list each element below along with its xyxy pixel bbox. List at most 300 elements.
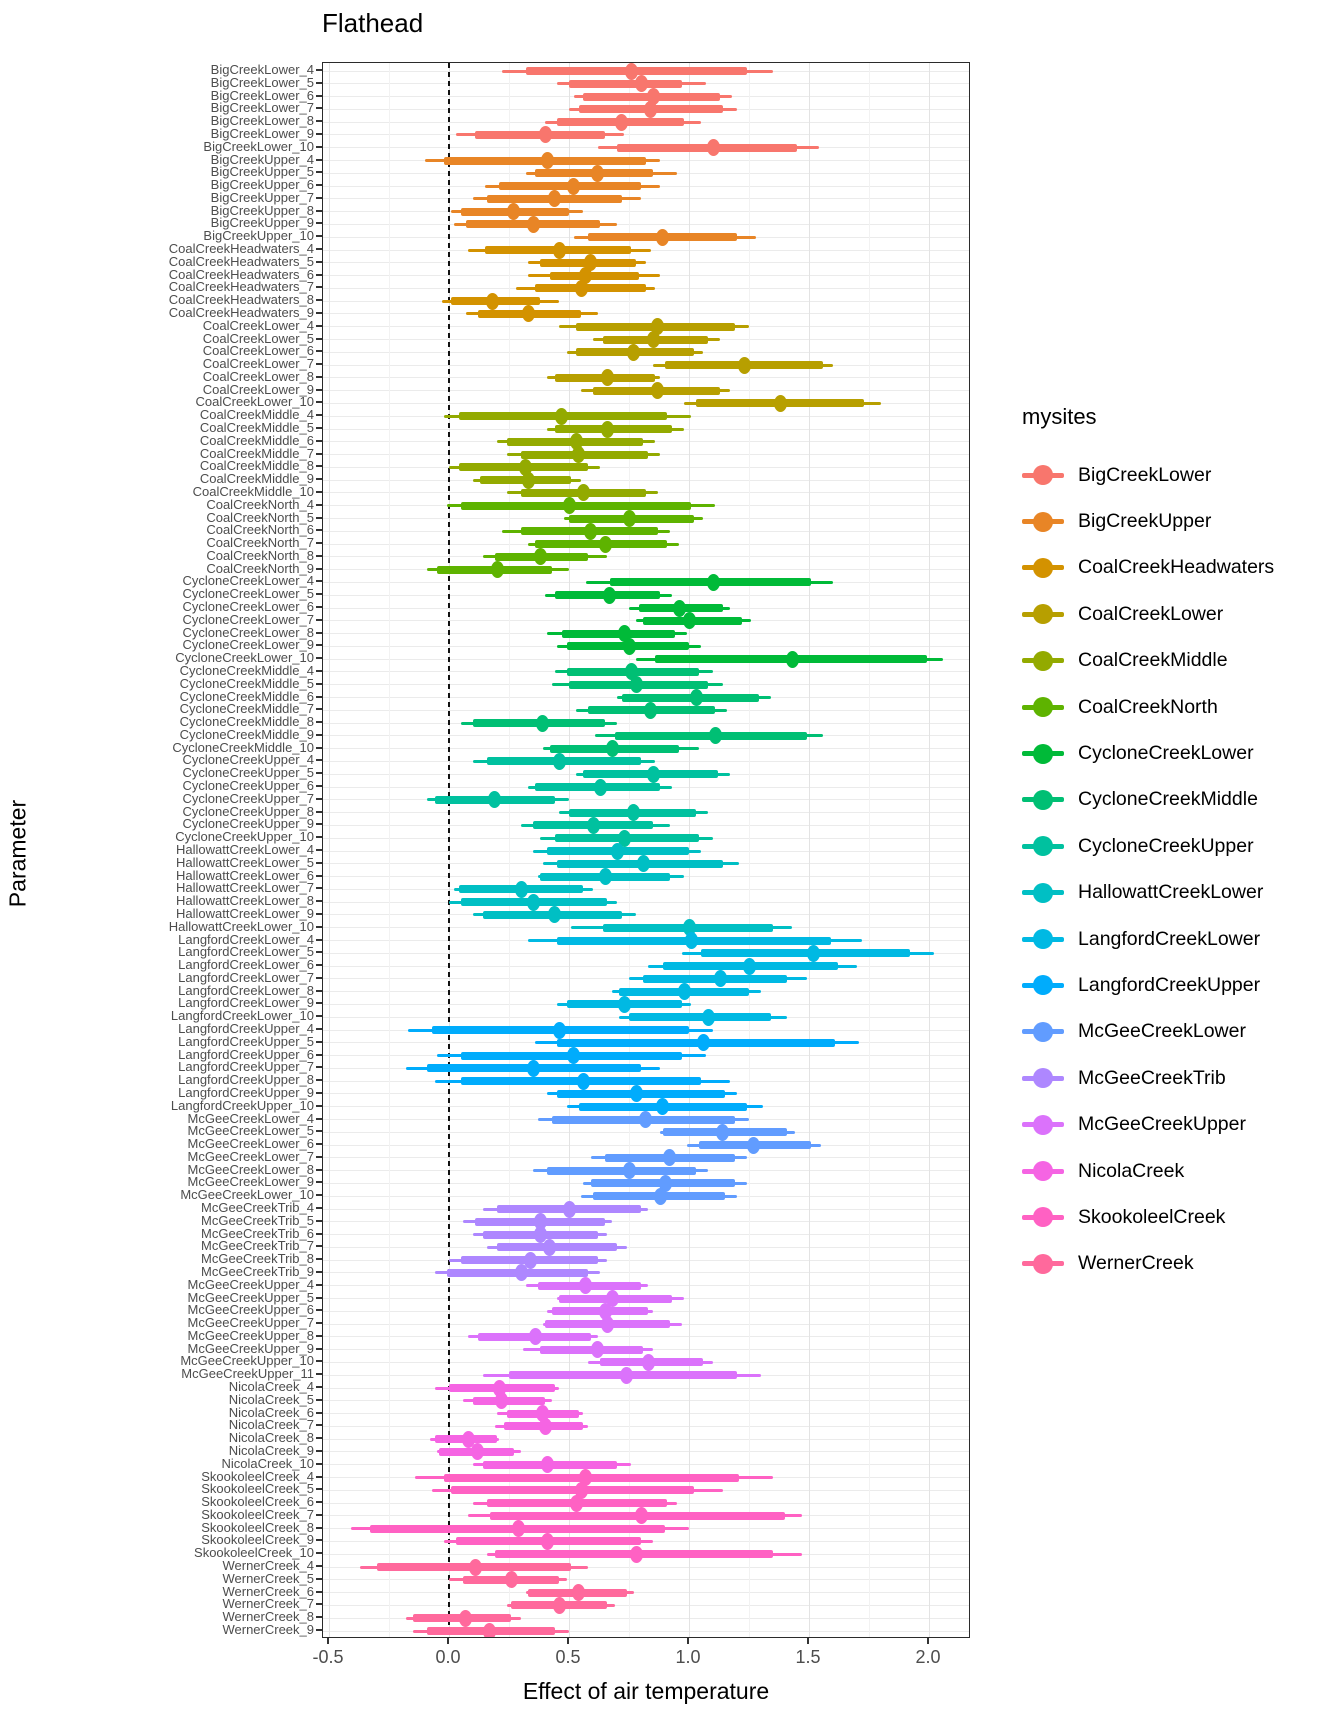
y-tick-mark xyxy=(316,1002,322,1004)
y-tick-label: CycloneCreekUpper_9 xyxy=(182,816,314,832)
point-estimate xyxy=(635,75,648,92)
legend-item-label: CycloneCreekUpper xyxy=(1078,834,1254,857)
y-tick-label: CoalCreekLower_9 xyxy=(202,381,314,397)
legend-item xyxy=(1022,1194,1342,1240)
interval-inner xyxy=(629,1013,771,1021)
y-tick-label: CoalCreekMiddle_4 xyxy=(199,407,314,423)
y-tick-mark xyxy=(316,1322,322,1324)
h-gridline xyxy=(323,1234,969,1235)
y-tick-label: CoalCreekMiddle_8 xyxy=(199,458,314,474)
y-tick-label: BigCreekUpper_8 xyxy=(210,202,314,218)
h-gridline xyxy=(323,1272,969,1273)
y-tick-mark xyxy=(316,1041,322,1043)
y-tick-mark xyxy=(316,1233,322,1235)
point-estimate xyxy=(522,472,535,489)
y-tick-mark xyxy=(316,1437,322,1439)
y-tick-mark xyxy=(316,964,322,966)
y-tick-mark xyxy=(316,146,322,148)
y-tick-mark xyxy=(316,542,322,544)
y-tick-label: LangfordCreekUpper_5 xyxy=(178,1033,314,1049)
point-estimate xyxy=(707,574,720,591)
v-gridline-major xyxy=(329,63,330,1637)
y-tick-label: LangfordCreekUpper_4 xyxy=(178,1021,314,1037)
interval-inner xyxy=(451,1486,693,1494)
legend-item xyxy=(1022,638,1342,684)
y-tick-mark xyxy=(316,222,322,224)
y-axis-title: Parameter xyxy=(4,799,31,908)
y-tick-mark xyxy=(316,1271,322,1273)
point-estimate xyxy=(702,1009,715,1026)
y-tick-mark xyxy=(316,299,322,301)
legend-key-glyph xyxy=(1022,651,1064,671)
point-estimate xyxy=(577,1073,590,1090)
y-tick-label: McGeeCreekUpper_4 xyxy=(187,1276,314,1292)
y-tick-mark xyxy=(316,1220,322,1222)
y-tick-label: McGeeCreekTrib_5 xyxy=(201,1212,314,1228)
y-tick-mark xyxy=(316,107,322,109)
y-tick-label: McGeeCreekLower_7 xyxy=(187,1148,314,1164)
point-estimate xyxy=(743,958,756,975)
h-gridline xyxy=(323,365,969,366)
legend-key-glyph xyxy=(1022,1068,1064,1088)
point-estimate xyxy=(644,101,657,118)
point-estimate xyxy=(786,651,799,668)
y-tick-mark xyxy=(316,900,322,902)
legend-item xyxy=(1022,1055,1342,1101)
legend-key-point xyxy=(1033,975,1053,995)
y-tick-label: BigCreekUpper_6 xyxy=(210,177,314,193)
y-tick-label: CycloneCreekUpper_4 xyxy=(182,752,314,768)
y-tick-mark xyxy=(316,977,322,979)
y-tick-mark xyxy=(316,1092,322,1094)
point-estimate xyxy=(678,983,691,1000)
y-tick-label: McGeeCreekUpper_9 xyxy=(187,1340,314,1356)
legend-item xyxy=(1022,684,1342,730)
point-estimate xyxy=(685,932,698,949)
legend-key-point xyxy=(1033,465,1053,485)
interval-inner xyxy=(569,80,682,88)
y-tick-mark xyxy=(316,414,322,416)
y-tick-label: LangfordCreekUpper_7 xyxy=(178,1059,314,1075)
legend-item-label: CoalCreekNorth xyxy=(1078,695,1218,718)
y-tick-mark xyxy=(316,734,322,736)
point-estimate xyxy=(603,587,616,604)
h-gridline xyxy=(323,1221,969,1222)
y-tick-label: McGeeCreekUpper_11 xyxy=(181,1366,314,1382)
point-estimate xyxy=(486,293,499,310)
point-estimate xyxy=(483,1623,496,1639)
y-tick-mark xyxy=(316,1079,322,1081)
h-gridline xyxy=(323,1247,969,1248)
y-tick-mark xyxy=(316,363,322,365)
legend-item-label: HallowattCreekLower xyxy=(1078,881,1264,904)
point-estimate xyxy=(591,1341,604,1358)
h-gridline xyxy=(323,313,969,314)
y-tick-mark xyxy=(316,261,322,263)
y-tick-mark xyxy=(316,1539,322,1541)
point-estimate xyxy=(488,791,501,808)
point-estimate xyxy=(637,855,650,872)
h-gridline xyxy=(323,467,969,468)
x-tick-mark xyxy=(327,1638,329,1644)
h-gridline xyxy=(323,1579,969,1580)
point-estimate xyxy=(522,305,535,322)
point-estimate xyxy=(553,1022,566,1039)
point-estimate xyxy=(654,1188,667,1205)
y-tick-label: CycloneCreekLower_9 xyxy=(182,637,314,653)
point-estimate xyxy=(651,382,664,399)
y-tick-label: SkookoleelCreek_7 xyxy=(201,1506,314,1522)
y-tick-mark xyxy=(316,1386,322,1388)
point-estimate xyxy=(536,715,549,732)
h-gridline xyxy=(323,1145,969,1146)
h-gridline xyxy=(323,301,969,302)
h-gridline xyxy=(323,914,969,915)
legend-items xyxy=(1022,452,1342,1287)
y-tick-mark xyxy=(316,875,322,877)
point-estimate xyxy=(512,1520,525,1537)
y-tick-label: LangfordCreekUpper_8 xyxy=(178,1072,314,1088)
y-tick-label: CycloneCreekMiddle_4 xyxy=(179,662,314,678)
y-tick-label: LangfordCreekUpper_9 xyxy=(178,1084,314,1100)
y-tick-label: CoalCreekMiddle_7 xyxy=(199,445,314,461)
y-tick-label: LangfordCreekLower_10 xyxy=(170,1008,314,1024)
legend-key-point xyxy=(1033,790,1053,810)
y-tick-label: HallowattCreekLower_10 xyxy=(168,918,314,934)
y-tick-label: HallowattCreekLower_6 xyxy=(175,867,314,883)
point-estimate xyxy=(577,484,590,501)
x-tick-label: 2.0 xyxy=(915,1647,941,1667)
legend-item xyxy=(1022,545,1342,591)
y-tick-mark xyxy=(316,1476,322,1478)
y-tick-mark xyxy=(316,1118,322,1120)
y-tick-mark xyxy=(316,580,322,582)
point-estimate xyxy=(647,766,660,783)
y-tick-label: BigCreekLower_5 xyxy=(210,74,314,90)
y-tick-mark xyxy=(316,1015,322,1017)
y-tick-label: CoalCreekMiddle_6 xyxy=(199,432,314,448)
y-tick-label: CoalCreekMiddle_9 xyxy=(199,471,314,487)
y-tick-mark xyxy=(316,721,322,723)
point-estimate xyxy=(567,1047,580,1064)
legend-item xyxy=(1022,1148,1342,1194)
y-tick-mark xyxy=(316,939,322,941)
point-estimate xyxy=(656,1098,669,1115)
y-tick-mark xyxy=(316,644,322,646)
y-tick-mark xyxy=(316,1181,322,1183)
y-tick-mark xyxy=(316,1373,322,1375)
legend-item-label: McGeeCreekTrib xyxy=(1078,1066,1226,1089)
y-tick-mark xyxy=(316,1603,322,1605)
x-tick-label: 1.5 xyxy=(795,1647,821,1667)
y-tick-mark xyxy=(316,1297,322,1299)
interval-inner xyxy=(701,949,910,957)
point-estimate xyxy=(507,203,520,220)
h-gridline xyxy=(323,1592,969,1593)
legend-key-point xyxy=(1033,1115,1053,1135)
legend-item xyxy=(1022,777,1342,823)
point-estimate xyxy=(567,178,580,195)
legend-key-point xyxy=(1033,1068,1053,1088)
h-gridline xyxy=(323,556,969,557)
legend-item xyxy=(1022,452,1342,498)
y-tick-label: HallowattCreekLower_8 xyxy=(175,893,314,909)
y-tick-mark xyxy=(316,235,322,237)
y-tick-label: McGeeCreekLower_5 xyxy=(187,1123,314,1139)
point-estimate xyxy=(563,497,576,514)
legend-item-label: LangfordCreekLower xyxy=(1078,927,1261,950)
y-tick-label: WernerCreek_7 xyxy=(222,1596,314,1612)
legend-item-label: CycloneCreekLower xyxy=(1078,742,1254,765)
legend-key-glyph xyxy=(1022,929,1064,949)
legend-key-glyph xyxy=(1022,975,1064,995)
point-estimate xyxy=(527,894,540,911)
y-tick-label: BigCreekLower_7 xyxy=(210,100,314,116)
y-tick-mark xyxy=(316,862,322,864)
point-estimate xyxy=(539,126,552,143)
point-estimate xyxy=(747,1137,760,1154)
legend-title: mysites xyxy=(1022,404,1097,429)
point-estimate xyxy=(579,1277,592,1294)
y-tick-label: HallowattCreekLower_7 xyxy=(175,880,314,896)
point-estimate xyxy=(606,740,619,757)
y-tick-label: CycloneCreekUpper_7 xyxy=(182,790,314,806)
x-tick-mark xyxy=(567,1638,569,1644)
y-tick-mark xyxy=(316,1527,322,1529)
y-tick-mark xyxy=(316,1207,322,1209)
legend-item-label: CycloneCreekMiddle xyxy=(1078,788,1258,811)
legend xyxy=(1022,404,1342,1287)
y-tick-label: McGeeCreekTrib_7 xyxy=(201,1238,314,1254)
y-tick-mark xyxy=(316,951,322,953)
interval-inner xyxy=(547,1167,696,1175)
legend-key-point xyxy=(1033,1022,1053,1042)
legend-item-label: BigCreekUpper xyxy=(1078,510,1212,533)
y-tick-mark xyxy=(316,82,322,84)
legend-key-point xyxy=(1033,1161,1053,1181)
y-tick-label: SkookoleelCreek_8 xyxy=(201,1519,314,1535)
y-tick-mark xyxy=(316,286,322,288)
h-gridline xyxy=(323,1413,969,1414)
h-gridline xyxy=(323,1439,969,1440)
y-tick-mark xyxy=(316,1578,322,1580)
y-tick-label: CoalCreekHeadwaters_5 xyxy=(168,253,314,269)
h-gridline xyxy=(323,569,969,570)
legend-key-point xyxy=(1033,929,1053,949)
legend-item xyxy=(1022,1101,1342,1147)
point-estimate xyxy=(541,1456,554,1473)
y-tick-label: BigCreekUpper_9 xyxy=(210,215,314,231)
y-tick-label: LangfordCreekLower_7 xyxy=(178,969,314,985)
y-tick-label: CoalCreekHeadwaters_8 xyxy=(168,292,314,308)
y-tick-label: NicolaCreek_8 xyxy=(228,1430,314,1446)
legend-key-point xyxy=(1033,1254,1053,1274)
y-tick-mark xyxy=(316,798,322,800)
y-tick-label: HallowattCreekLower_9 xyxy=(175,905,314,921)
y-tick-mark xyxy=(316,823,322,825)
y-tick-label: CycloneCreekMiddle_8 xyxy=(179,714,314,730)
y-tick-label: WernerCreek_4 xyxy=(222,1558,314,1574)
point-estimate xyxy=(647,331,660,348)
y-tick-label: BigCreekLower_6 xyxy=(210,87,314,103)
point-estimate xyxy=(714,970,727,987)
y-tick-mark xyxy=(316,1399,322,1401)
y-tick-mark xyxy=(316,69,322,71)
point-estimate xyxy=(529,1328,542,1345)
point-estimate xyxy=(469,1559,482,1576)
y-tick-mark xyxy=(316,1348,322,1350)
point-estimate xyxy=(623,638,636,655)
y-tick-label: SkookoleelCreek_4 xyxy=(201,1468,314,1484)
y-tick-label: HallowattCreekLower_5 xyxy=(175,854,314,870)
point-estimate xyxy=(697,1034,710,1051)
y-tick-mark xyxy=(316,759,322,761)
point-estimate xyxy=(807,945,820,962)
point-estimate xyxy=(527,216,540,233)
y-tick-label: CoalCreekHeadwaters_6 xyxy=(168,266,314,282)
legend-key-glyph xyxy=(1022,512,1064,532)
y-tick-label: CoalCreekHeadwaters_4 xyxy=(168,241,314,257)
x-tick-label: 0.5 xyxy=(555,1647,581,1667)
y-tick-label: CoalCreekMiddle_5 xyxy=(199,420,314,436)
y-tick-label: CycloneCreekUpper_8 xyxy=(182,803,314,819)
y-tick-label: LangfordCreekLower_4 xyxy=(178,931,314,947)
point-estimate xyxy=(587,817,600,834)
point-estimate xyxy=(601,369,614,386)
point-estimate xyxy=(623,1162,636,1179)
y-tick-mark xyxy=(316,696,322,698)
y-tick-mark xyxy=(316,389,322,391)
legend-key-glyph xyxy=(1022,1022,1064,1042)
point-estimate xyxy=(639,1111,652,1128)
y-tick-label: CoalCreekNorth_6 xyxy=(206,522,314,538)
y-tick-mark xyxy=(316,350,322,352)
h-gridline xyxy=(323,1260,969,1261)
y-tick-label: CoalCreekNorth_4 xyxy=(206,496,314,512)
y-tick-mark xyxy=(316,1245,322,1247)
y-tick-mark xyxy=(316,990,322,992)
y-tick-mark xyxy=(316,504,322,506)
y-tick-mark xyxy=(316,376,322,378)
y-tick-mark xyxy=(316,1258,322,1260)
y-tick-mark xyxy=(316,1169,322,1171)
point-estimate xyxy=(591,165,604,182)
y-tick-label: CycloneCreekUpper_5 xyxy=(182,765,314,781)
point-estimate xyxy=(541,152,554,169)
legend-key-point xyxy=(1033,883,1053,903)
y-tick-mark xyxy=(316,555,322,557)
y-tick-label: NicolaCreek_7 xyxy=(228,1417,314,1433)
legend-key-point xyxy=(1033,744,1053,764)
y-tick-mark xyxy=(316,849,322,851)
legend-key-glyph xyxy=(1022,790,1064,810)
legend-key-glyph xyxy=(1022,1161,1064,1181)
y-tick-mark xyxy=(316,1054,322,1056)
y-tick-label: McGeeCreekTrib_9 xyxy=(201,1263,314,1279)
h-gridline xyxy=(323,1464,969,1465)
y-tick-label: CycloneCreekMiddle_7 xyxy=(179,701,314,717)
legend-key-glyph xyxy=(1022,465,1064,485)
y-tick-mark xyxy=(316,440,322,442)
y-tick-mark xyxy=(316,210,322,212)
y-tick-label: BigCreekLower_9 xyxy=(210,125,314,141)
y-tick-mark xyxy=(316,1591,322,1593)
y-tick-label: CycloneCreekLower_8 xyxy=(182,624,314,640)
y-tick-label: NicolaCreek_9 xyxy=(228,1442,314,1458)
legend-key-point xyxy=(1033,604,1053,624)
y-tick-mark xyxy=(316,1105,322,1107)
legend-key-glyph xyxy=(1022,1115,1064,1135)
y-tick-label: CycloneCreekUpper_6 xyxy=(182,778,314,794)
y-tick-mark xyxy=(316,1501,322,1503)
legend-key-glyph xyxy=(1022,558,1064,578)
y-tick-label: McGeeCreekUpper_7 xyxy=(187,1315,314,1331)
y-tick-mark xyxy=(316,1450,322,1452)
interval-inner xyxy=(535,284,645,292)
y-tick-mark xyxy=(316,1412,322,1414)
y-tick-label: NicolaCreek_5 xyxy=(228,1391,314,1407)
h-gridline xyxy=(323,480,969,481)
legend-item xyxy=(1022,870,1342,916)
y-tick-label: CoalCreekNorth_5 xyxy=(206,509,314,525)
y-tick-label: McGeeCreekUpper_8 xyxy=(187,1327,314,1343)
y-tick-mark xyxy=(316,1360,322,1362)
y-tick-label: NicolaCreek_4 xyxy=(228,1379,314,1395)
y-tick-label: WernerCreek_5 xyxy=(222,1570,314,1586)
point-estimate xyxy=(642,1354,655,1371)
y-tick-label: CycloneCreekMiddle_5 xyxy=(179,675,314,691)
y-tick-label: LangfordCreekUpper_10 xyxy=(170,1097,314,1113)
y-tick-label: SkookoleelCreek_6 xyxy=(201,1494,314,1510)
h-gridline xyxy=(323,1400,969,1401)
h-gridline xyxy=(323,224,969,225)
y-tick-mark xyxy=(316,453,322,455)
y-tick-mark xyxy=(316,683,322,685)
x-tick-label: 0.0 xyxy=(435,1647,461,1667)
y-tick-mark xyxy=(316,1284,322,1286)
h-gridline xyxy=(323,723,969,724)
point-estimate xyxy=(541,1533,554,1550)
y-tick-label: SkookoleelCreek_10 xyxy=(194,1545,314,1561)
x-tick-mark xyxy=(687,1638,689,1644)
point-estimate xyxy=(707,139,720,156)
point-estimate xyxy=(515,881,528,898)
point-estimate xyxy=(738,357,751,374)
point-estimate xyxy=(611,843,624,860)
point-estimate xyxy=(630,1546,643,1563)
y-tick-mark xyxy=(316,708,322,710)
y-tick-label: WernerCreek_8 xyxy=(222,1609,314,1625)
legend-item xyxy=(1022,1241,1342,1287)
y-tick-mark xyxy=(316,772,322,774)
x-tick-label: 1.0 xyxy=(675,1647,701,1667)
point-estimate xyxy=(527,1060,540,1077)
legend-item-label: LangfordCreekUpper xyxy=(1078,973,1261,996)
point-estimate xyxy=(599,536,612,553)
legend-key-point xyxy=(1033,512,1053,532)
y-tick-mark xyxy=(316,325,322,327)
y-tick-label: CycloneCreekMiddle_9 xyxy=(179,726,314,742)
legend-key-glyph xyxy=(1022,1254,1064,1274)
x-axis-title: Effect of air temperature xyxy=(522,1678,770,1704)
y-tick-mark xyxy=(316,1514,322,1516)
legend-item xyxy=(1022,498,1342,544)
y-tick-label: BigCreekLower_4 xyxy=(210,62,314,77)
y-tick-label: CoalCreekLower_5 xyxy=(202,330,314,346)
y-tick-mark xyxy=(316,248,322,250)
v-gridline-minor xyxy=(749,63,750,1637)
legend-key-glyph xyxy=(1022,836,1064,856)
